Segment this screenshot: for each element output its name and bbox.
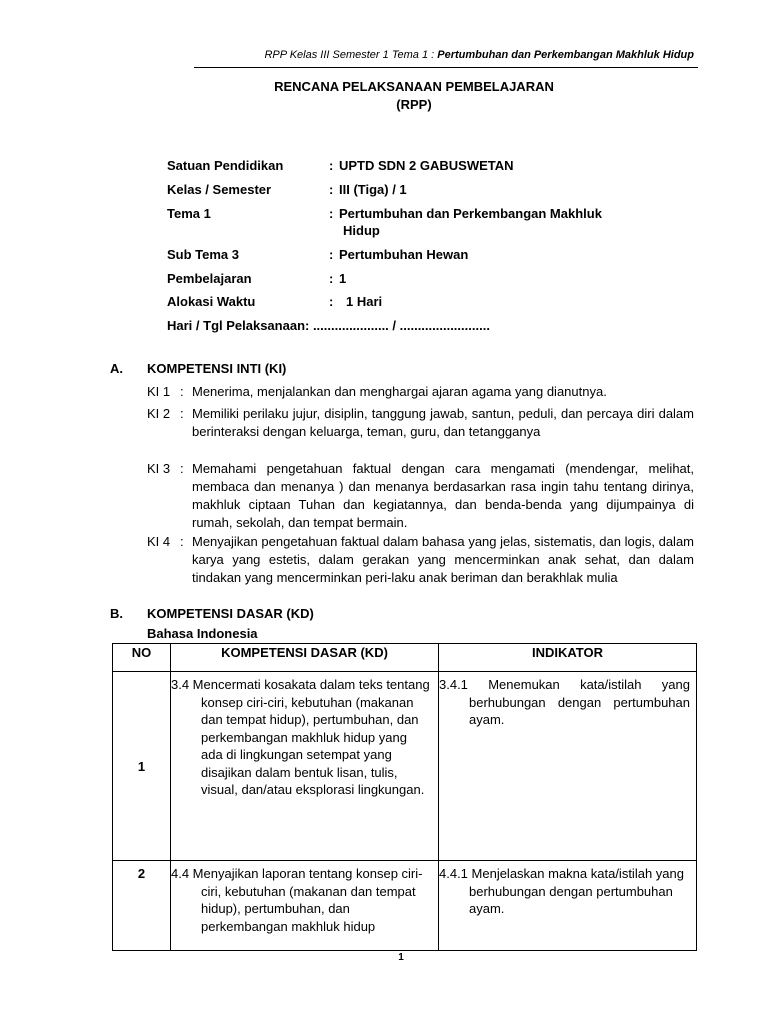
page-number: 1 xyxy=(398,952,404,963)
subject-heading: Bahasa Indonesia xyxy=(147,626,258,641)
meta-colon: : xyxy=(329,182,334,197)
meta-colon: : xyxy=(329,271,334,286)
row-number: 2 xyxy=(113,861,171,951)
ki-colon: : xyxy=(180,384,184,399)
indikator-text: 3.4.1 Menemukan kata/istilah yang berhubungan dengan pertumbuhan ayam. xyxy=(439,677,690,727)
meta-label: Hari / Tgl Pelaksanaan: ..................... / ......................... xyxy=(167,318,490,333)
kd-cell xyxy=(171,672,439,861)
meta-value: 1 Hari xyxy=(346,294,383,309)
section-title: KOMPETENSI INTI (KI) xyxy=(147,361,287,376)
ki-text: Memahami pengetahuan faktual dengan cara mengamati (mendengar, melihat, membaca dan menanya ) dan menanya berdasarkan rasa ingin tahu tentang dirinya, makhluk ciptaan Tuhan dan kegiatannya, dan benda-benda yang dijumpainya di rumah, sekolah, dan tempat bermain. xyxy=(192,461,694,530)
header-rule xyxy=(194,67,698,68)
meta-label: Satuan Pendidikan xyxy=(167,158,284,173)
row-number: 1 xyxy=(113,672,171,861)
meta-value: UPTD SDN 2 GABUSWETAN xyxy=(339,158,514,173)
meta-colon: : xyxy=(329,294,334,309)
meta-value: 1 xyxy=(339,271,347,286)
column-header-no: NO xyxy=(113,644,171,672)
meta-value-continued: Hidup xyxy=(343,223,380,238)
indikator-cell xyxy=(439,672,697,861)
ki-item-4 xyxy=(147,533,694,587)
meta-label: Pembelajaran xyxy=(167,271,252,286)
ki-label: KI 1 xyxy=(147,384,171,399)
ki-colon: : xyxy=(180,534,184,549)
meta-label: Kelas / Semester xyxy=(167,182,272,197)
kd-text: 3.4 Mencermati kosakata dalam teks tentang konsep ciri-ciri, kebutuhan (makanan dan tempat hidup), pertumbuhan, dan perkembangan makhluk hidup yang ada di lingkungan setempat yang disajikan dalam bentuk lisan, tulis, visual, dan/atau eksplorasi lingkungan. xyxy=(171,677,430,797)
column-header-kd: KOMPETENSI DASAR (KD) xyxy=(171,644,439,672)
ki-text: Menerima, menjalankan dan menghargai ajaran agama yang dianutnya. xyxy=(192,384,607,399)
indikator-text: 4.4.1 Menjelaskan makna kata/istilah yang berhubungan dengan pertumbuhan ayam. xyxy=(439,866,684,916)
meta-label: Alokasi Waktu xyxy=(167,294,256,309)
ki-text: Memiliki perilaku jujur, disiplin, tanggung jawab, santun, peduli, dan percaya diri dalam berinteraksi dengan keluarga, teman, guru, dan tetangganya xyxy=(192,406,694,439)
meta-colon: : xyxy=(329,206,334,221)
ki-label: KI 2 xyxy=(147,406,171,421)
meta-colon: : xyxy=(329,158,334,173)
indikator-cell xyxy=(439,861,697,951)
meta-value: Pertumbuhan dan Perkembangan Makhluk xyxy=(339,206,602,221)
section-title: KOMPETENSI DASAR (KD) xyxy=(147,606,314,621)
document-subtitle: (RPP) xyxy=(396,97,432,112)
ki-colon: : xyxy=(180,461,184,476)
ki-label: KI 3 xyxy=(147,461,171,476)
ki-label: KI 4 xyxy=(147,534,171,549)
ki-item-3 xyxy=(147,460,694,532)
ki-item-2 xyxy=(147,405,694,441)
ki-item-1 xyxy=(147,383,694,401)
kd-cell xyxy=(171,861,439,951)
meta-value: III (Tiga) / 1 xyxy=(339,182,407,197)
meta-colon: : xyxy=(329,247,334,262)
running-header-theme: Pertumbuhan dan Perkembangan Makhluk Hidup xyxy=(437,49,694,61)
table-header-row xyxy=(113,644,697,672)
document-title: RENCANA PELAKSANAAN PEMBELAJARAN xyxy=(274,79,554,94)
ki-colon: : xyxy=(180,406,184,421)
meta-value: Pertumbuhan Hewan xyxy=(339,247,469,262)
section-letter: B. xyxy=(110,606,123,621)
kd-text: 4.4 Menyajikan laporan tentang konsep ciri-ciri, kebutuhan (makanan dan tempat hidup), pertumbuhan, dan perkembangan makhluk hidup xyxy=(171,866,423,934)
ki-text: Menyajikan pengetahuan faktual dalam bahasa yang jelas, sistematis, dan logis, dalam karya yang estetis, dalam gerakan yang mencerminkan anak sehat, dan dalam tindakan yang mencerminkan peri-laku anak beriman dan berakhlak mulia xyxy=(192,534,694,585)
column-header-indikator: INDIKATOR xyxy=(439,644,697,672)
running-header xyxy=(0,49,694,61)
table-row xyxy=(113,672,697,861)
running-header-prefix: RPP Kelas III Semester 1 Tema 1 : xyxy=(264,49,438,61)
kd-table xyxy=(112,643,697,951)
meta-label: Sub Tema 3 xyxy=(167,247,240,262)
section-letter: A. xyxy=(110,361,123,376)
table-row xyxy=(113,861,697,951)
meta-label: Tema 1 xyxy=(167,206,211,221)
